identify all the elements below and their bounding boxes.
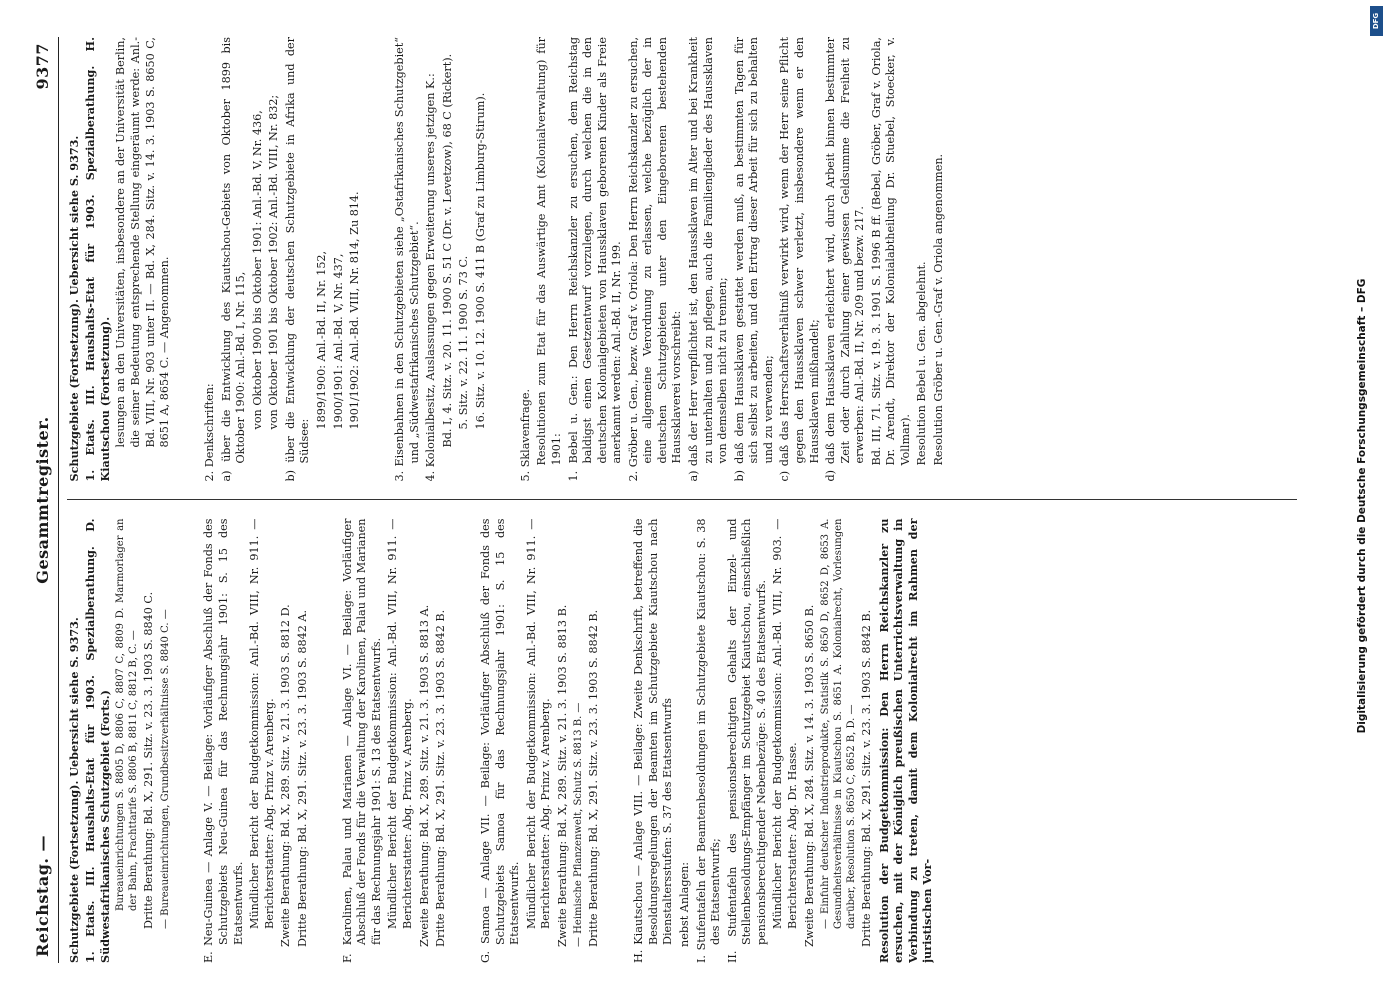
register-entry: 1899/1900: Anl.-Bd. II, Nr. 152, — [315, 250, 329, 430]
register-entry: Mündlicher Bericht der Budgetkommission: Anl.-Bd. VIII, Nr. 911. — Berichterstatter: Abg. Prinz v. Arenberg. — [386, 518, 414, 929]
register-entry: II. Stufentafeln des pensionsberechtigten Gehalts der Einzel- und Stellenbesoldungs-Empfänger im Schutzgebiet Kiautschou, einschließlich pensionsberechtigender Nebenbezüge: S. 40 des Etatsentwurfs. — [725, 518, 768, 963]
spacer — [184, 37, 192, 482]
text-columns — [67, 37, 1297, 963]
page-header — [33, 37, 58, 963]
register-entry: b) daß dem Haussklaven gestattet werden muß, an bestimmten Tagen für sich selbst zu arbeiten, und den Ertrag dieser Arbeit für sich zu behalten und zu verwenden; — [732, 37, 775, 482]
register-entry: Mündlicher Bericht der Budgetkommission: Anl.-Bd. VIII, Nr. 911. — Berichterstatter: Abg. Prinz v. Arenberg. — [248, 518, 276, 929]
header-left: Reichstag. — — [33, 834, 52, 957]
register-entry: Dritte Berathung: Bd. X, 291. Sitz. v. 23. 3. 1903 S. 8842 A. — [295, 609, 309, 947]
dfg-logo — [1370, 6, 1383, 36]
register-entry: 1901/1902: Anl.-Bd. VIII, Nr. 814, Zu 814. — [348, 191, 362, 430]
register-entry: — Einfuhr deutscher Industrieprodukte, Statistik S. 8650 D, 8652 D, 8653 A. Gesundheitsverhältnisse in Kiautschou S. 8651 A. Kolonialrecht, Vorlesungen darüber, Resolution S. 8650 C, 8652 B, D. — — [820, 518, 858, 929]
register-entry: Zweite Berathung: Bd. X, 289. Sitz. v. 21. 3. 1903 S. 8813 B. — [555, 604, 569, 947]
register-page — [15, 15, 1345, 985]
register-entry: a) daß der Herr verpflichtet ist, den Haussklaven im Alter und bei Krankheit zu unterhalten und zu pflegen, auch die Familienglieder des Haussklaven von demselben nicht zu trennen; — [687, 37, 730, 482]
register-entry: Dritte Berathung: Bd. X, 291. Sitz. v. 23. 3. 1903 S. 8840 C. — [142, 591, 156, 929]
register-entry: — Bureaueinrichtungen, Grundbesitzverhältnisse S. 8840 C. — — [160, 609, 172, 929]
register-entry: 1. Etats. III. Haushalts-Etat für 1903. Spezialberathung. D. Südwestafrikanisches Schutzgebiet (Forts.) — [83, 518, 112, 963]
spacer — [322, 519, 330, 964]
register-entry: 4. Kolonialbesitz, Auslassungen gegen Erweiterung unseres jetzigen K.: — [424, 73, 438, 482]
register-entry: d) daß dem Haussklaven erleichtert wird, durch Arbeit binnen bestimmter Zeit oder durch Zahlung einer gewissen Geldsumme die Freiheit zu erwerben: Anl.-Bd. II, Nr. 209 und bezw. 217. — [824, 37, 867, 482]
register-entry: Zweite Berathung: Bd. X, 289. Sitz. v. 21. 3. 1903 S. 8813 A. — [417, 604, 431, 947]
register-entry: 2. Denkschriften: — [203, 383, 217, 482]
header-rule — [58, 37, 59, 963]
dfg-logo-text: DFG — [1372, 12, 1381, 30]
register-entry: 1900/1901: Anl.-Bd. V, Nr. 437, — [331, 253, 345, 430]
register-entry: Zweite Berathung: Bd. X, 284. Sitz. v. 14. 3. 1903 S. 8650 B. — [802, 604, 816, 947]
register-entry: Mündlicher Bericht der Budgetkommission: Anl.-Bd. VIII, Nr. 911. — Berichterstatter: Abg. Prinz v. Arenberg. — [524, 518, 553, 929]
spacer — [460, 519, 468, 964]
register-entry: 16. Sitz. v. 10. 12. 1900 S. 411 B (Graf zu Limburg-Stirum). — [473, 92, 487, 430]
register-entry: 5. Sitz. v. 22. 11. 1900 S. 73 C. — [457, 255, 471, 430]
spacer — [613, 519, 621, 964]
register-entry: 5. Sklavenfrage. — [518, 388, 532, 482]
spacer — [500, 37, 508, 482]
register-entry: Resolution Bebel u. Gen. abgelehnt. — [915, 261, 929, 466]
spacer — [374, 37, 382, 482]
register-entry: Schutzgebiete (Fortsetzung). Uebersicht siehe S. 9373. — [66, 617, 81, 963]
register-entry: — Heimische Pflanzenwelt, Schutz S. 8813 B. — — [573, 702, 585, 947]
left-column — [67, 519, 1297, 964]
register-entry: von Oktober 1901 bis Oktober 1902: Anl.-Bd. VIII, Nr. 832; — [267, 94, 281, 430]
register-entry: a) über die Entwicklung des Kiautschou-Gebiets von Oktober 1899 bis Oktober 1900: Anl.-Bd. I, Nr. 115, — [219, 37, 248, 482]
register-entry: Mündlicher Bericht der Budgetkommission: Anl.-Bd. VIII, Nr. 903. — Berichterstatter: Abg. Dr. Hasse. — [771, 518, 799, 929]
header-title: Gesammtregister. — [33, 416, 52, 584]
register-entry: F. Karolinen, Palau und Marianen — Anlage VI. — Beilage: Vorläufiger Abschluß der Fonds für die Verwaltung der Karolinen, Palau und Marianen für das Rechnungsjahr 1901: S. 13 des Etatsentwurfs. — [340, 518, 383, 963]
register-entry: b) über die Entwicklung der deutschen Schutzgebiete in Afrika und der Südsee: — [283, 37, 312, 482]
spacer — [183, 519, 191, 964]
register-entry: lesungen an den Universitäten, insbesondere an der Universität Berlin, die seiner Bedeutung entsprechende Stellung eingeräumt werde: Anl.-Bd. VIII, Nr. 903 unter II. — Bd. X, 284. Sitz. v. 14. 3. 1903 S. 8650 C, 8651 A, 8654 C. — Angenommen. — [114, 37, 172, 448]
dfg-credit-line: Digitalisierung gefördert durch die Deutsche Forschungsgemeinschaft – DFG — [1356, 278, 1368, 734]
register-entry: H. Kiautschou — Anlage VIII. — Beilage: Zweite Denkschrift, betreffend die Besoldungsregelungen der Beamten im Schutzgebiete Kiautschou nach Dienstaltersstufen: S. 37 des Etatsentwurfs — [632, 518, 675, 963]
register-entry: 2. Gröber u. Gen., bezw. Graf v. Oriola: Den Herrn Reichskanzler zu ersuchen, eine allgemeine Verordnung zu erlassen, welche bezüglich der in deutschen Schutzgebieten unter den Eingeborenen bestehenden Haussklaverei vorschreibt: — [626, 37, 684, 482]
register-entry: Bureaueinrichtungen S. 8805 D, 8806 C, 8807 C, 8809 D. Marmorlager an der Bahn, Frachttarife S. 8806 B, 8811 C, 8812 B, C. — — [115, 518, 140, 911]
register-entry: Resolution der Budgetkommission: Den Herrn Reichskanzler zu ersuchen, mit der Königlich preußischen Unterrichtsverwaltung in Verbindung zu treten, damit dem Kolonialrecht im Rahmen der juristischen Vor- — [876, 518, 935, 963]
register-entry: von Oktober 1900 bis Oktober 1901: Anl.-Bd. V, Nr. 436, — [250, 110, 264, 430]
register-entry: Dritte Berathung: Bd. X, 291. Sitz. v. 23. 3. 1903 S. 8842 B. — [860, 609, 874, 947]
register-entry: Dritte Berathung: Bd. X, 291. Sitz. v. 23. 3. 1903 S. 8842 B. — [434, 609, 448, 947]
register-entry: Schutzgebiete (Fortsetzung). Uebersicht siehe S. 9373. — [66, 135, 81, 482]
register-entry: Resolution Gröber u. Gen.-Graf v. Oriola angenommen. — [932, 153, 946, 466]
register-entry: Zweite Berathung: Bd. X, 289. Sitz. v. 21. 3. 1903 S. 8812 D. — [279, 604, 293, 947]
register-entry: Bd. III, 71. Sitz. v. 19. 3. 1901 S. 1996 B ff. (Bebel, Gröber, Graf v. Oriola, Dr. Arendt, Direktor der Kolonialabtheilung Dr. Stuebel, Stoecker, v. Vollmar). — [869, 37, 912, 466]
register-entry: nebst Anlagen: — [678, 861, 692, 947]
register-entry: 3. Eisenbahnen in den Schutzgebieten siehe „Ostafrikanisches Schutzgebiet“ und „Südwestafrikanisches Schutzgebiet“. — [393, 37, 421, 482]
register-entry: I. Stufentafeln der Beamtenbesoldungen im Schutzgebiete Kiautschou: S. 38 des Etatsentwurfs; — [694, 518, 723, 963]
column-divider — [67, 500, 1297, 501]
register-entry: Resolutionen zum Etat für das Auswärtige Amt (Kolonialverwaltung) für 1901: — [535, 37, 563, 466]
register-entry: E. Neu-Guinea — Anlage V. — Beilage: Vorläufiger Abschluß der Fonds des Schutzgebiets Neu-Guinea für das Rechnungsjahr 1901: S. 15 des Etatsentwurfs. — [202, 518, 245, 963]
register-entry: 1. Bebel u. Gen.: Den Herrn Reichskanzler zu ersuchen, dem Reichstag baldigst einen Gesetzentwurf vorzulegen, durch welchen die in den deutschen Kolonialgebieten von Haussklaven geborenen Kinder als Freie anerkannt werden: Anl.-Bd. II, Nr. 199. — [566, 37, 624, 482]
register-entry: G. Samoa — Anlage VII. — Beilage: Vorläufiger Abschluß der Fonds des Schutzgebiets Samoa für das Rechnungsjahr 1901: S. 15 des Etatsentwurfs. — [479, 518, 522, 963]
right-column — [67, 37, 1297, 482]
page-number: 9377 — [33, 42, 52, 90]
register-entry: Bd. I, 4. Sitz. v. 20. 11. 1900 S. 51 C (Dr. v. Levetzow), 68 C (Rickert). — [440, 53, 454, 448]
register-entry: Dritte Berathung: Bd. X, 291. Sitz. v. 23. 3. 1903 S. 8842 B. — [587, 609, 601, 947]
register-entry: c) daß das Herrschaftsverhältniß verwirkt wird, wenn der Herr seine Pflicht gegen den Haussklaven schwer verletzt, insbesondere wenn er den Haussklaven mißhandelt; — [778, 37, 821, 482]
register-entry: 1. Etats. III. Haushalts-Etat für 1903. Spezialberathung. H. Kiautschou (Fortsetzung). — [83, 37, 112, 482]
